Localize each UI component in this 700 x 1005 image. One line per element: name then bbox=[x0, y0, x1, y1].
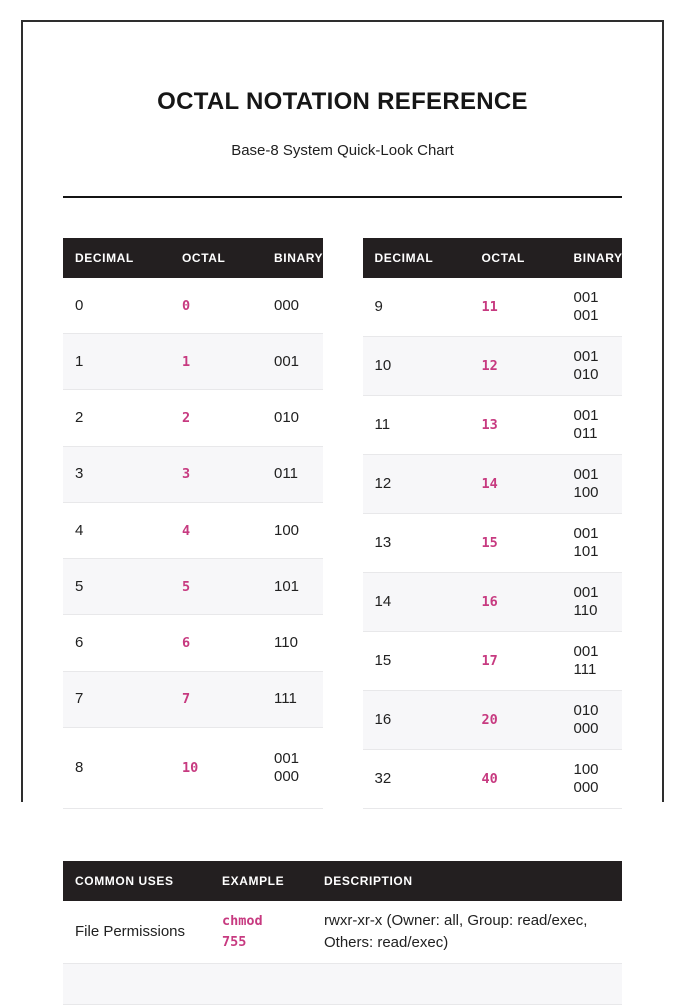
table-row bbox=[63, 615, 323, 671]
cell-decimal: 6 bbox=[63, 615, 170, 671]
table-row bbox=[363, 632, 623, 691]
table-row bbox=[63, 559, 323, 615]
cell-binary: 001 bbox=[262, 334, 323, 390]
cell-decimal: 3 bbox=[63, 446, 170, 502]
cell-octal: 7 bbox=[170, 671, 262, 727]
cell bbox=[63, 964, 210, 1005]
cell-binary: 001 110 bbox=[562, 573, 623, 632]
cell-binary: 110 bbox=[262, 615, 323, 671]
table-row bbox=[63, 727, 323, 808]
cell-binary: 100 bbox=[262, 502, 323, 558]
cell-decimal: 16 bbox=[363, 691, 470, 750]
cell-binary: 010 bbox=[262, 390, 323, 446]
column-header: OCTAL bbox=[170, 238, 262, 278]
cell-octal: 40 bbox=[470, 750, 562, 809]
cell-binary: 000 bbox=[262, 278, 323, 334]
cell-decimal: 0 bbox=[63, 278, 170, 334]
column-header: DECIMAL bbox=[363, 238, 470, 278]
cell-decimal: 4 bbox=[63, 502, 170, 558]
table-row bbox=[363, 750, 623, 809]
table-row bbox=[63, 334, 323, 390]
cell-octal: 4 bbox=[170, 502, 262, 558]
column-header: BINARY bbox=[562, 238, 623, 278]
cell-decimal: 2 bbox=[63, 390, 170, 446]
table-row bbox=[63, 390, 323, 446]
column-header: DESCRIPTION bbox=[312, 861, 622, 901]
header-row bbox=[63, 861, 622, 901]
cell-binary: 001 011 bbox=[562, 396, 623, 455]
table-row bbox=[363, 514, 623, 573]
column-header: OCTAL bbox=[470, 238, 562, 278]
clipped-next-row bbox=[63, 964, 622, 1005]
cell-octal: 11 bbox=[470, 278, 562, 337]
cell-binary: 001 111 bbox=[562, 632, 623, 691]
cell-decimal: 13 bbox=[363, 514, 470, 573]
cell-common-use: File Permissions bbox=[63, 901, 210, 964]
cell-decimal: 32 bbox=[363, 750, 470, 809]
table-row bbox=[63, 278, 323, 334]
cell-octal: 10 bbox=[170, 727, 262, 808]
cell-binary: 001 010 bbox=[562, 337, 623, 396]
table-row bbox=[63, 502, 323, 558]
cell-binary: 001 100 bbox=[562, 455, 623, 514]
cell-decimal: 14 bbox=[363, 573, 470, 632]
conversion-table-left bbox=[63, 238, 323, 809]
page-title: OCTAL NOTATION REFERENCE bbox=[157, 88, 528, 115]
cell-decimal: 7 bbox=[63, 671, 170, 727]
cell bbox=[312, 964, 622, 1005]
cell-example: chmod 755 bbox=[210, 901, 312, 964]
conversion-table-right bbox=[363, 238, 623, 809]
header-row bbox=[363, 238, 623, 278]
table-row bbox=[363, 337, 623, 396]
table-row bbox=[363, 455, 623, 514]
cell-decimal: 8 bbox=[63, 727, 170, 808]
conversion-tables-row bbox=[63, 238, 622, 809]
table-row bbox=[363, 396, 623, 455]
cell-decimal: 15 bbox=[363, 632, 470, 691]
header-row bbox=[63, 238, 323, 278]
cell-octal: 5 bbox=[170, 559, 262, 615]
cell-octal: 6 bbox=[170, 615, 262, 671]
cell-octal: 14 bbox=[470, 455, 562, 514]
page-content bbox=[23, 88, 662, 1005]
cell-binary: 011 bbox=[262, 446, 323, 502]
cell-binary: 010 000 bbox=[562, 691, 623, 750]
cell-octal: 13 bbox=[470, 396, 562, 455]
page-subtitle: Base-8 System Quick-Look Chart bbox=[231, 142, 454, 159]
cell-decimal: 12 bbox=[363, 455, 470, 514]
table-row bbox=[363, 573, 623, 632]
cell-decimal: 5 bbox=[63, 559, 170, 615]
table-row bbox=[363, 691, 623, 750]
cell-binary: 001 101 bbox=[562, 514, 623, 573]
cell-octal: 12 bbox=[470, 337, 562, 396]
table-row bbox=[63, 901, 622, 964]
cell-octal: 15 bbox=[470, 514, 562, 573]
cell-binary: 001 001 bbox=[562, 278, 623, 337]
cell-binary: 111 bbox=[262, 671, 323, 727]
cell-decimal: 1 bbox=[63, 334, 170, 390]
table-row bbox=[63, 446, 323, 502]
cell-octal: 3 bbox=[170, 446, 262, 502]
common-uses-table bbox=[63, 861, 622, 1005]
cell-octal: 17 bbox=[470, 632, 562, 691]
cell-binary: 001 000 bbox=[262, 727, 323, 808]
cell-decimal: 11 bbox=[363, 396, 470, 455]
column-header: EXAMPLE bbox=[210, 861, 312, 901]
cell-decimal: 9 bbox=[363, 278, 470, 337]
cell-octal: 2 bbox=[170, 390, 262, 446]
cell-octal: 1 bbox=[170, 334, 262, 390]
page-frame bbox=[21, 20, 664, 951]
divider-rule bbox=[63, 196, 622, 198]
cell-octal: 20 bbox=[470, 691, 562, 750]
column-header: DECIMAL bbox=[63, 238, 170, 278]
cell bbox=[210, 964, 312, 1005]
cell-decimal: 10 bbox=[363, 337, 470, 396]
column-header: COMMON USES bbox=[63, 861, 210, 901]
cell-octal: 16 bbox=[470, 573, 562, 632]
table-row bbox=[63, 671, 323, 727]
cell-binary: 101 bbox=[262, 559, 323, 615]
table-row bbox=[363, 278, 623, 337]
cell-description: rwxr-xr-x (Owner: all, Group: read/exec, Others: read/exec) bbox=[312, 901, 622, 964]
column-header: BINARY bbox=[262, 238, 323, 278]
cell-octal: 0 bbox=[170, 278, 262, 334]
cell-binary: 100 000 bbox=[562, 750, 623, 809]
